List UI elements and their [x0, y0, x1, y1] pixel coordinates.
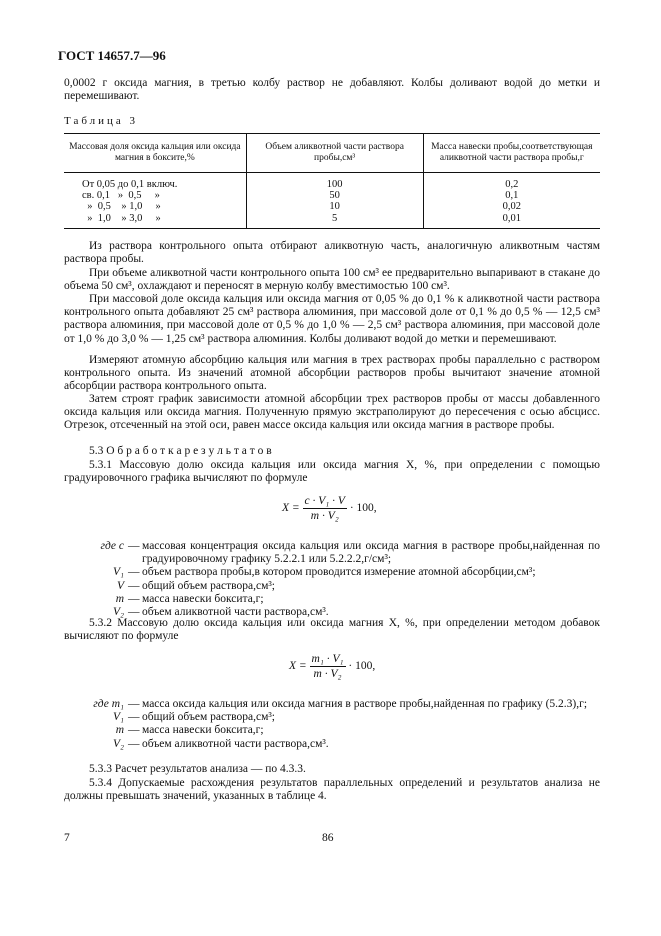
table-col-aliquot-volume	[246, 173, 423, 229]
section-5-3-heading: 5.3 О б р а б о т к а р е з у л ь т а т о в	[89, 445, 272, 457]
table-caption: Таблица 3	[64, 115, 139, 127]
formula-numerator: c · V₁ · V	[304, 495, 345, 507]
table-cell: » 0,5 » 1,0 »	[82, 201, 161, 213]
definition-row: где m₁ — масса оксида кальция или оксида магния в растворе пробы,найденная по графику (5.2.3),г;	[64, 698, 600, 711]
footer-left-number: 7	[64, 832, 70, 844]
table-cell: 100	[326, 179, 343, 190]
section-5-3-2: 5.3.2 Массовую долю оксида кальция или оксида магния X, %, при определении методом добавок вычисляют по формуле	[64, 617, 600, 643]
formula-fraction	[310, 652, 346, 681]
formula-rhs: · 100,	[349, 502, 377, 515]
page-number: 86	[322, 832, 334, 844]
section-5-3-3: 5.3.3 Расчет результатов анализа — по 4.3.3.	[89, 763, 306, 775]
intro-paragraph: 0,0002 г оксида магния, в третью колбу раствор не добавляют. Колбы доливают водой до метки и перемешивают.	[64, 77, 600, 103]
section-5-3-1: 5.3.1 Массовую долю оксида кальция или оксида магния X, %, при определении с помощью градуировочного графика вычисляют по формуле	[64, 459, 600, 485]
definition-symbol: V₁	[112, 711, 124, 724]
formula-denominator: m · V₂	[313, 668, 342, 680]
definition-symbol: m	[115, 724, 124, 737]
definition-text: массовая концентрация оксида кальция или оксида магния в растворе пробы,найденная по градуировочному графику 5.2.2.1 или 5.2.2.2,г/см³;	[142, 540, 600, 566]
table-cell: 0,01	[502, 212, 521, 224]
table-cell: » 1,0 » 3,0 »	[82, 212, 161, 224]
definition-symbol: m	[115, 592, 124, 605]
definition-text: объем раствора пробы,в котором проводится измерение атомной абсорбции,см³;	[142, 566, 536, 579]
section-5-3-4: 5.3.4 Допускаемые расхождения результатов параллельных определений и результатов анализа не должны превышать значений, указанных в таблице 4.	[64, 777, 600, 803]
definition-row: m — масса навески боксита,г;	[64, 593, 600, 606]
definition-row: V₁ — объем раствора пробы,в котором проводится измерение атомной абсорбции,см³;	[64, 566, 600, 579]
table-cell: 0,02	[502, 201, 521, 213]
definition-row: V₂ — объем аликвотной части раствора,см³.	[64, 738, 600, 751]
formula-1	[282, 494, 377, 523]
definition-row: V — общий объем раствора,см³;	[64, 580, 600, 593]
paragraph-evaporation: При объеме аликвотной части контрольного опыта 100 см³ ее предварительно выпаривают в стакане до объема 50 см³, охлаждают и переносят в мерную колбу вместимостью 100 см³.	[64, 267, 600, 293]
formula-fraction	[303, 494, 347, 523]
definition-row: m — масса навески боксита,г;	[64, 724, 600, 737]
document-header: ГОСТ 14657.7—96	[58, 48, 166, 63]
definition-symbol: V₁	[112, 566, 124, 579]
definition-text: масса навески боксита,г;	[142, 592, 264, 605]
formula-rhs: · 100,	[348, 660, 376, 673]
definition-symbol: где m₁	[93, 698, 124, 710]
table-cell: 0,1	[505, 190, 519, 202]
definition-symbol: V₂	[112, 606, 124, 619]
definition-row: где c — массовая концентрация оксида кальция или оксида магния в растворе пробы,найденная по градуировочному графику 5.2.2.1 или 5.2.2.2,г/см³;	[64, 540, 600, 566]
definition-text: общий объем раствора,см³;	[142, 711, 275, 724]
definition-text: масса навески боксита,г;	[142, 724, 264, 737]
definitions-1	[64, 540, 600, 619]
table-3	[64, 133, 600, 229]
table-header-aliquot-volume: Объем аликвотной части раствора пробы,см³	[246, 134, 423, 173]
table-cell: 0,2	[505, 179, 519, 190]
formula-lhs: X =	[282, 502, 300, 515]
table-cell: 50	[329, 190, 340, 202]
definition-row: V₂ — объем аликвотной части раствора,см³.	[64, 606, 600, 619]
formula-lhs: X =	[289, 660, 307, 673]
definition-text: объем аликвотной части раствора,см³.	[142, 737, 329, 750]
definitions-2	[64, 698, 600, 751]
table-col-sample-mass	[423, 173, 600, 229]
formula-2	[289, 652, 375, 681]
definition-row: V₁ — общий объем раствора,см³;	[64, 711, 600, 724]
formula-numerator: m₁ · V₁	[311, 653, 344, 665]
definition-symbol: V₂	[112, 737, 124, 750]
table-col-mass-fraction	[64, 173, 246, 229]
paragraph-aluminium-addition: При массовой доле оксида кальция или оксида магния от 0,05 % до 0,1 % к аликвотной части раствора контрольного опыта добавляют 25 см³ раствора алюминия, при массовой доле от 0,1 % до 0,5 % — 12,5 см³ раствора алюминия, при массовой доле от 0,5 % до 1,0 % — 2,5 см³ раствора алюминия, при массовой доле от 1,0 % до 3,0 % — 1,25 см³ раствора алюминия. Колбы доливают водой до метки и перемешивают.	[64, 293, 600, 345]
paragraph-absorption: Измеряют атомную абсорбцию кальция или магния в трех растворах пробы параллельно с раствором контрольного опыта. Из значений атомной абсорбции растворов пробы вычитают значение атомной абсорбции раствора контрольного опыта.	[64, 354, 600, 393]
paragraph-graph: Затем строят график зависимости атомной абсорбции трех растворов пробы от массы добавленного оксида кальция или оксида магния. Полученную прямую экстраполируют до пересечения с осью абсцисс. Отрезок, отсеченный на этой оси, равен массе оксида кальция или оксида магния в растворе пробы.	[64, 393, 600, 432]
definition-symbol: V	[116, 579, 124, 592]
table-header-sample-mass: Масса навески пробы,соответствующая аликвотной части раствора пробы,г	[423, 134, 600, 173]
table-cell: 10	[329, 201, 340, 213]
definition-text: общий объем раствора,см³;	[142, 579, 275, 592]
table-cell: св. 0,1 » 0,5 »	[82, 190, 160, 202]
table-cell: От 0,05 до 0,1 включ.	[82, 179, 178, 190]
definition-symbol: где c	[100, 540, 124, 552]
formula-denominator: m · V₂	[310, 510, 339, 522]
paragraph-aliquot: Из раствора контрольного опыта отбирают аликвотную часть, аналогичную аликвотным частям раствора пробы.	[64, 240, 600, 266]
definition-text: масса оксида кальция или оксида магния в растворе пробы,найденная по графику (5.2.3),г;	[142, 698, 588, 710]
definition-text: объем аликвотной части раствора,см³.	[142, 606, 329, 619]
table-cell: 5	[332, 212, 338, 224]
table-header-mass-fraction: Массовая доля оксида кальция или оксида магния в боксите,%	[64, 134, 246, 173]
